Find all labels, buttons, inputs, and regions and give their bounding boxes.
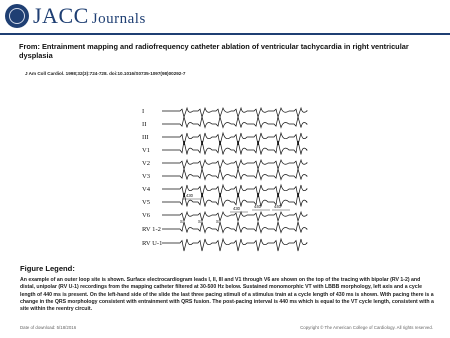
lead-trace	[162, 108, 307, 117]
lead-trace	[162, 239, 307, 251]
lead-label: I	[142, 108, 145, 115]
stimulus-label: S	[216, 219, 219, 224]
article-citation[interactable]: J Am Coll Cardiol. 1998;32(3):724-728. doi:10.1016/S0735-1097(98)00292-7	[25, 71, 186, 76]
interval-label: 430	[186, 193, 193, 198]
lead-trace	[162, 193, 307, 207]
lead-label: II	[142, 121, 147, 128]
lead-trace	[162, 160, 307, 169]
lead-trace	[162, 222, 307, 233]
journal-header	[0, 0, 450, 34]
journal-brand[interactable]	[33, 4, 146, 31]
lead-label: RV U-1	[142, 240, 163, 247]
lead-label: V1	[142, 147, 151, 154]
lead-label: RV 1-2	[142, 226, 161, 233]
lead-label: V2	[142, 160, 151, 167]
legend-title: Figure Legend:	[20, 264, 75, 273]
journal-seal-icon	[5, 4, 29, 28]
lead-label: V4	[142, 186, 151, 193]
lead-trace	[162, 212, 307, 221]
download-date: Date of download: 5/18/2016	[20, 325, 77, 330]
legend-text: An example of an outer loop site is shown. Surface electrocardiogram leads I, II, III and V1 through V6 are shown on the top of the tracing with bipolar (RV 1-2) and distal, unipolar (RV U-1) recordings from the mapping catheter filtered at 30-500 Hz below. Sustained monomorphic VT with LBBB morphology, left axis and a cycle length of 440 ms is present. On the left-hand side of the slide the last three pacing stimuli of a stimulus train at a cycle length of 430 ms is shown. With pacing there is a change in the QRS morphology consistent with entrainment with QRS fusion. The post-pacing interval is 440 ms which is equal to the VT cycle length, consistent with a site within the reentry circuit.	[20, 277, 434, 313]
interval-label: 430	[233, 206, 240, 211]
interval-label: 440	[274, 204, 281, 209]
brand-suffix: Journals	[91, 11, 146, 27]
lead-label: V3	[142, 173, 151, 180]
brand-name: JACC	[33, 3, 89, 28]
lead-label: V5	[142, 199, 151, 206]
copyright-notice: Copyright © The American College of Cardiology. All rights reserved.	[300, 325, 433, 330]
lead-label: III	[142, 134, 149, 141]
header-divider	[0, 33, 450, 35]
interval-label: 440	[254, 204, 261, 209]
lead-trace	[162, 141, 307, 155]
lead-label: V6	[142, 212, 151, 219]
stimulus-label: S	[198, 219, 201, 224]
article-title: From: Entrainment mapping and radiofrequency catheter ablation of ventricular tachycardia in right ventricular dysplasia	[19, 42, 409, 60]
lead-trace	[162, 117, 307, 128]
ecg-figure	[140, 101, 308, 254]
stimulus-label: S	[180, 219, 183, 224]
lead-trace	[162, 169, 307, 180]
ecg-tracing	[140, 101, 308, 254]
